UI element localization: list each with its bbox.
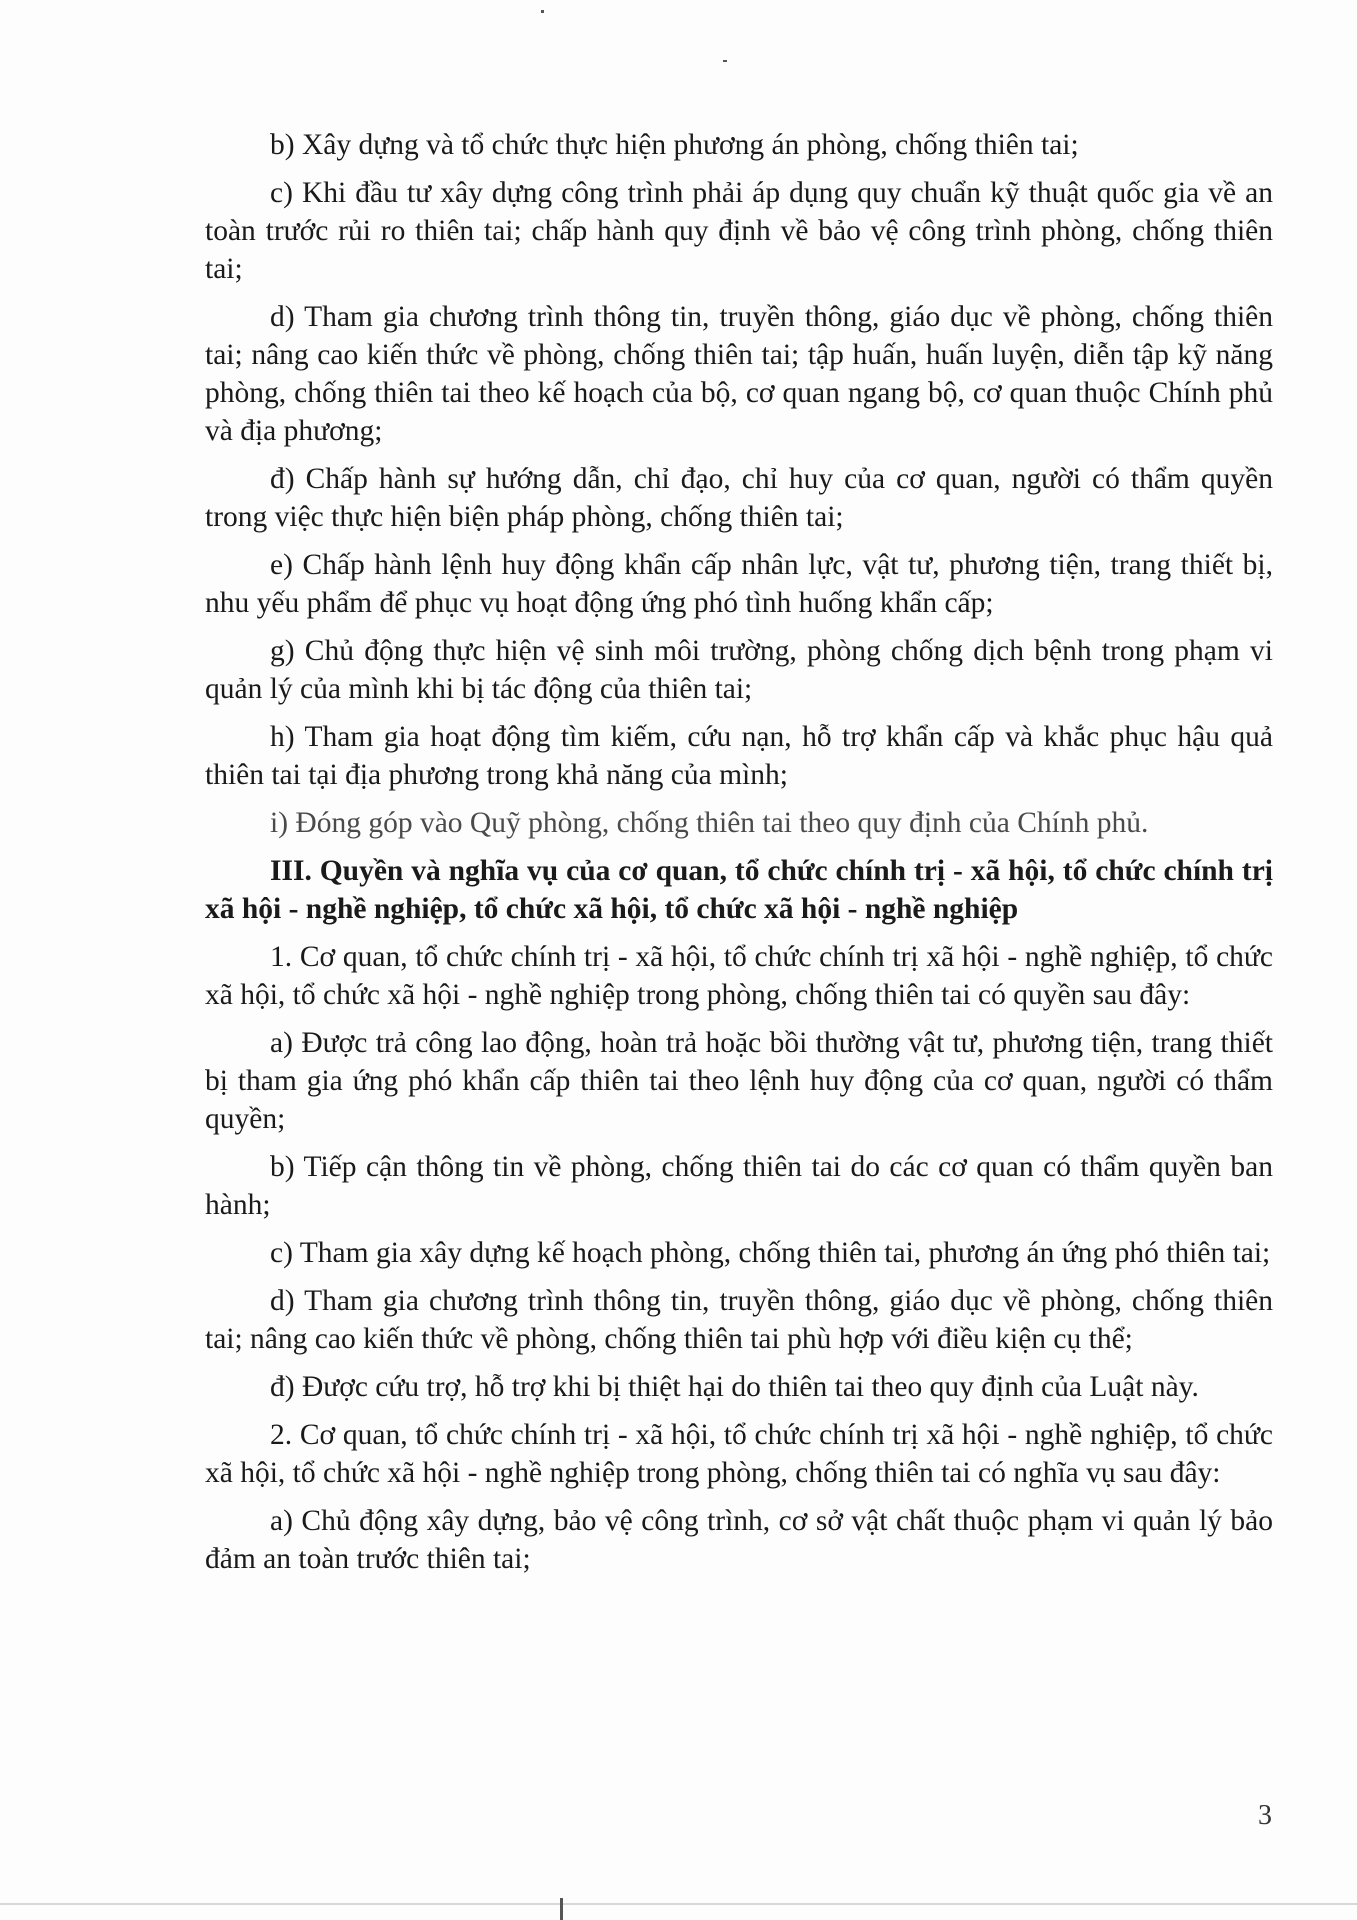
paragraph: đ) Được cứu trợ, hỗ trợ khi bị thiệt hại do thiên tai theo quy định của Luật này.	[270, 1371, 1199, 1403]
paragraph: c) Khi đầu tư xây dựng công trình phải áp dụng quy chuẩn kỹ thuật quốc gia về an toàn trước rủi ro thiên tai; chấp hành quy định về bảo vệ công trình phòng, chống thiên tai;	[205, 177, 1273, 285]
page-number: 3	[1258, 1800, 1272, 1831]
binding-mark	[560, 1898, 563, 1920]
paragraph: 2. Cơ quan, tổ chức chính trị - xã hội, tổ chức chính trị xã hội - nghề nghiệp, tổ chức xã hội, tổ chức xã hội - nghề nghiệp trong phòng, chống thiên tai có nghĩa vụ sau đây:	[205, 1419, 1273, 1489]
paragraph: i) Đóng góp vào Quỹ phòng, chống thiên tai theo quy định của Chính phủ.	[270, 807, 1149, 839]
paragraph: b) Xây dựng và tổ chức thực hiện phương án phòng, chống thiên tai;	[270, 129, 1079, 161]
paragraph: a) Được trả công lao động, hoàn trả hoặc bồi thường vật tư, phương tiện, trang thiết bị tham gia ứng phó khẩn cấp thiên tai theo lệnh huy động của cơ quan, người có thẩm quyền;	[205, 1027, 1273, 1135]
scan-speck	[723, 60, 727, 62]
paragraph: e) Chấp hành lệnh huy động khẩn cấp nhân lực, vật tư, phương tiện, trang thiết bị, nhu yếu phẩm để phục vụ hoạt động ứng phó tình huống khẩn cấp;	[205, 549, 1273, 619]
document-body	[205, 126, 1273, 1588]
paragraph: c) Tham gia xây dựng kế hoạch phòng, chống thiên tai, phương án ứng phó thiên tai;	[270, 1237, 1271, 1269]
paragraph: đ) Chấp hành sự hướng dẫn, chỉ đạo, chỉ huy của cơ quan, người có thẩm quyền trong việc thực hiện biện pháp phòng, chống thiên tai;	[205, 463, 1273, 533]
paragraph: d) Tham gia chương trình thông tin, truyền thông, giáo dục về phòng, chống thiên tai; nâng cao kiến thức về phòng, chống thiên tai phù hợp với điều kiện cụ thể;	[205, 1285, 1273, 1355]
paragraph: 1. Cơ quan, tổ chức chính trị - xã hội, tổ chức chính trị xã hội - nghề nghiệp, tổ chức xã hội, tổ chức xã hội - nghề nghiệp trong phòng, chống thiên tai có quyền sau đây:	[205, 941, 1273, 1011]
paragraph: d) Tham gia chương trình thông tin, truyền thông, giáo dục về phòng, chống thiên tai; nâng cao kiến thức về phòng, chống thiên tai; tập huấn, huấn luyện, diễn tập kỹ năng phòng, chống thiên tai theo kế hoạch của bộ, cơ quan ngang bộ, cơ quan thuộc Chính phủ và địa phương;	[205, 301, 1273, 447]
paragraph: b) Tiếp cận thông tin về phòng, chống thiên tai do các cơ quan có thẩm quyền ban hành;	[205, 1151, 1273, 1221]
scan-speck	[541, 10, 544, 13]
section-heading: III. Quyền và nghĩa vụ của cơ quan, tổ chức chính trị - xã hội, tổ chức chính trị xã hội - nghề nghiệp, tổ chức xã hội, tổ chức xã hội - nghề nghiệp	[205, 855, 1273, 925]
paragraph: h) Tham gia hoạt động tìm kiếm, cứu nạn, hỗ trợ khẩn cấp và khắc phục hậu quả thiên tai tại địa phương trong khả năng của mình;	[205, 721, 1273, 791]
paragraph: g) Chủ động thực hiện vệ sinh môi trường, phòng chống dịch bệnh trong phạm vi quản lý của mình khi bị tác động của thiên tai;	[205, 635, 1273, 705]
scan-edge-line	[0, 1903, 1357, 1905]
paragraph: a) Chủ động xây dựng, bảo vệ công trình, cơ sở vật chất thuộc phạm vi quản lý bảo đảm an toàn trước thiên tai;	[205, 1505, 1273, 1575]
